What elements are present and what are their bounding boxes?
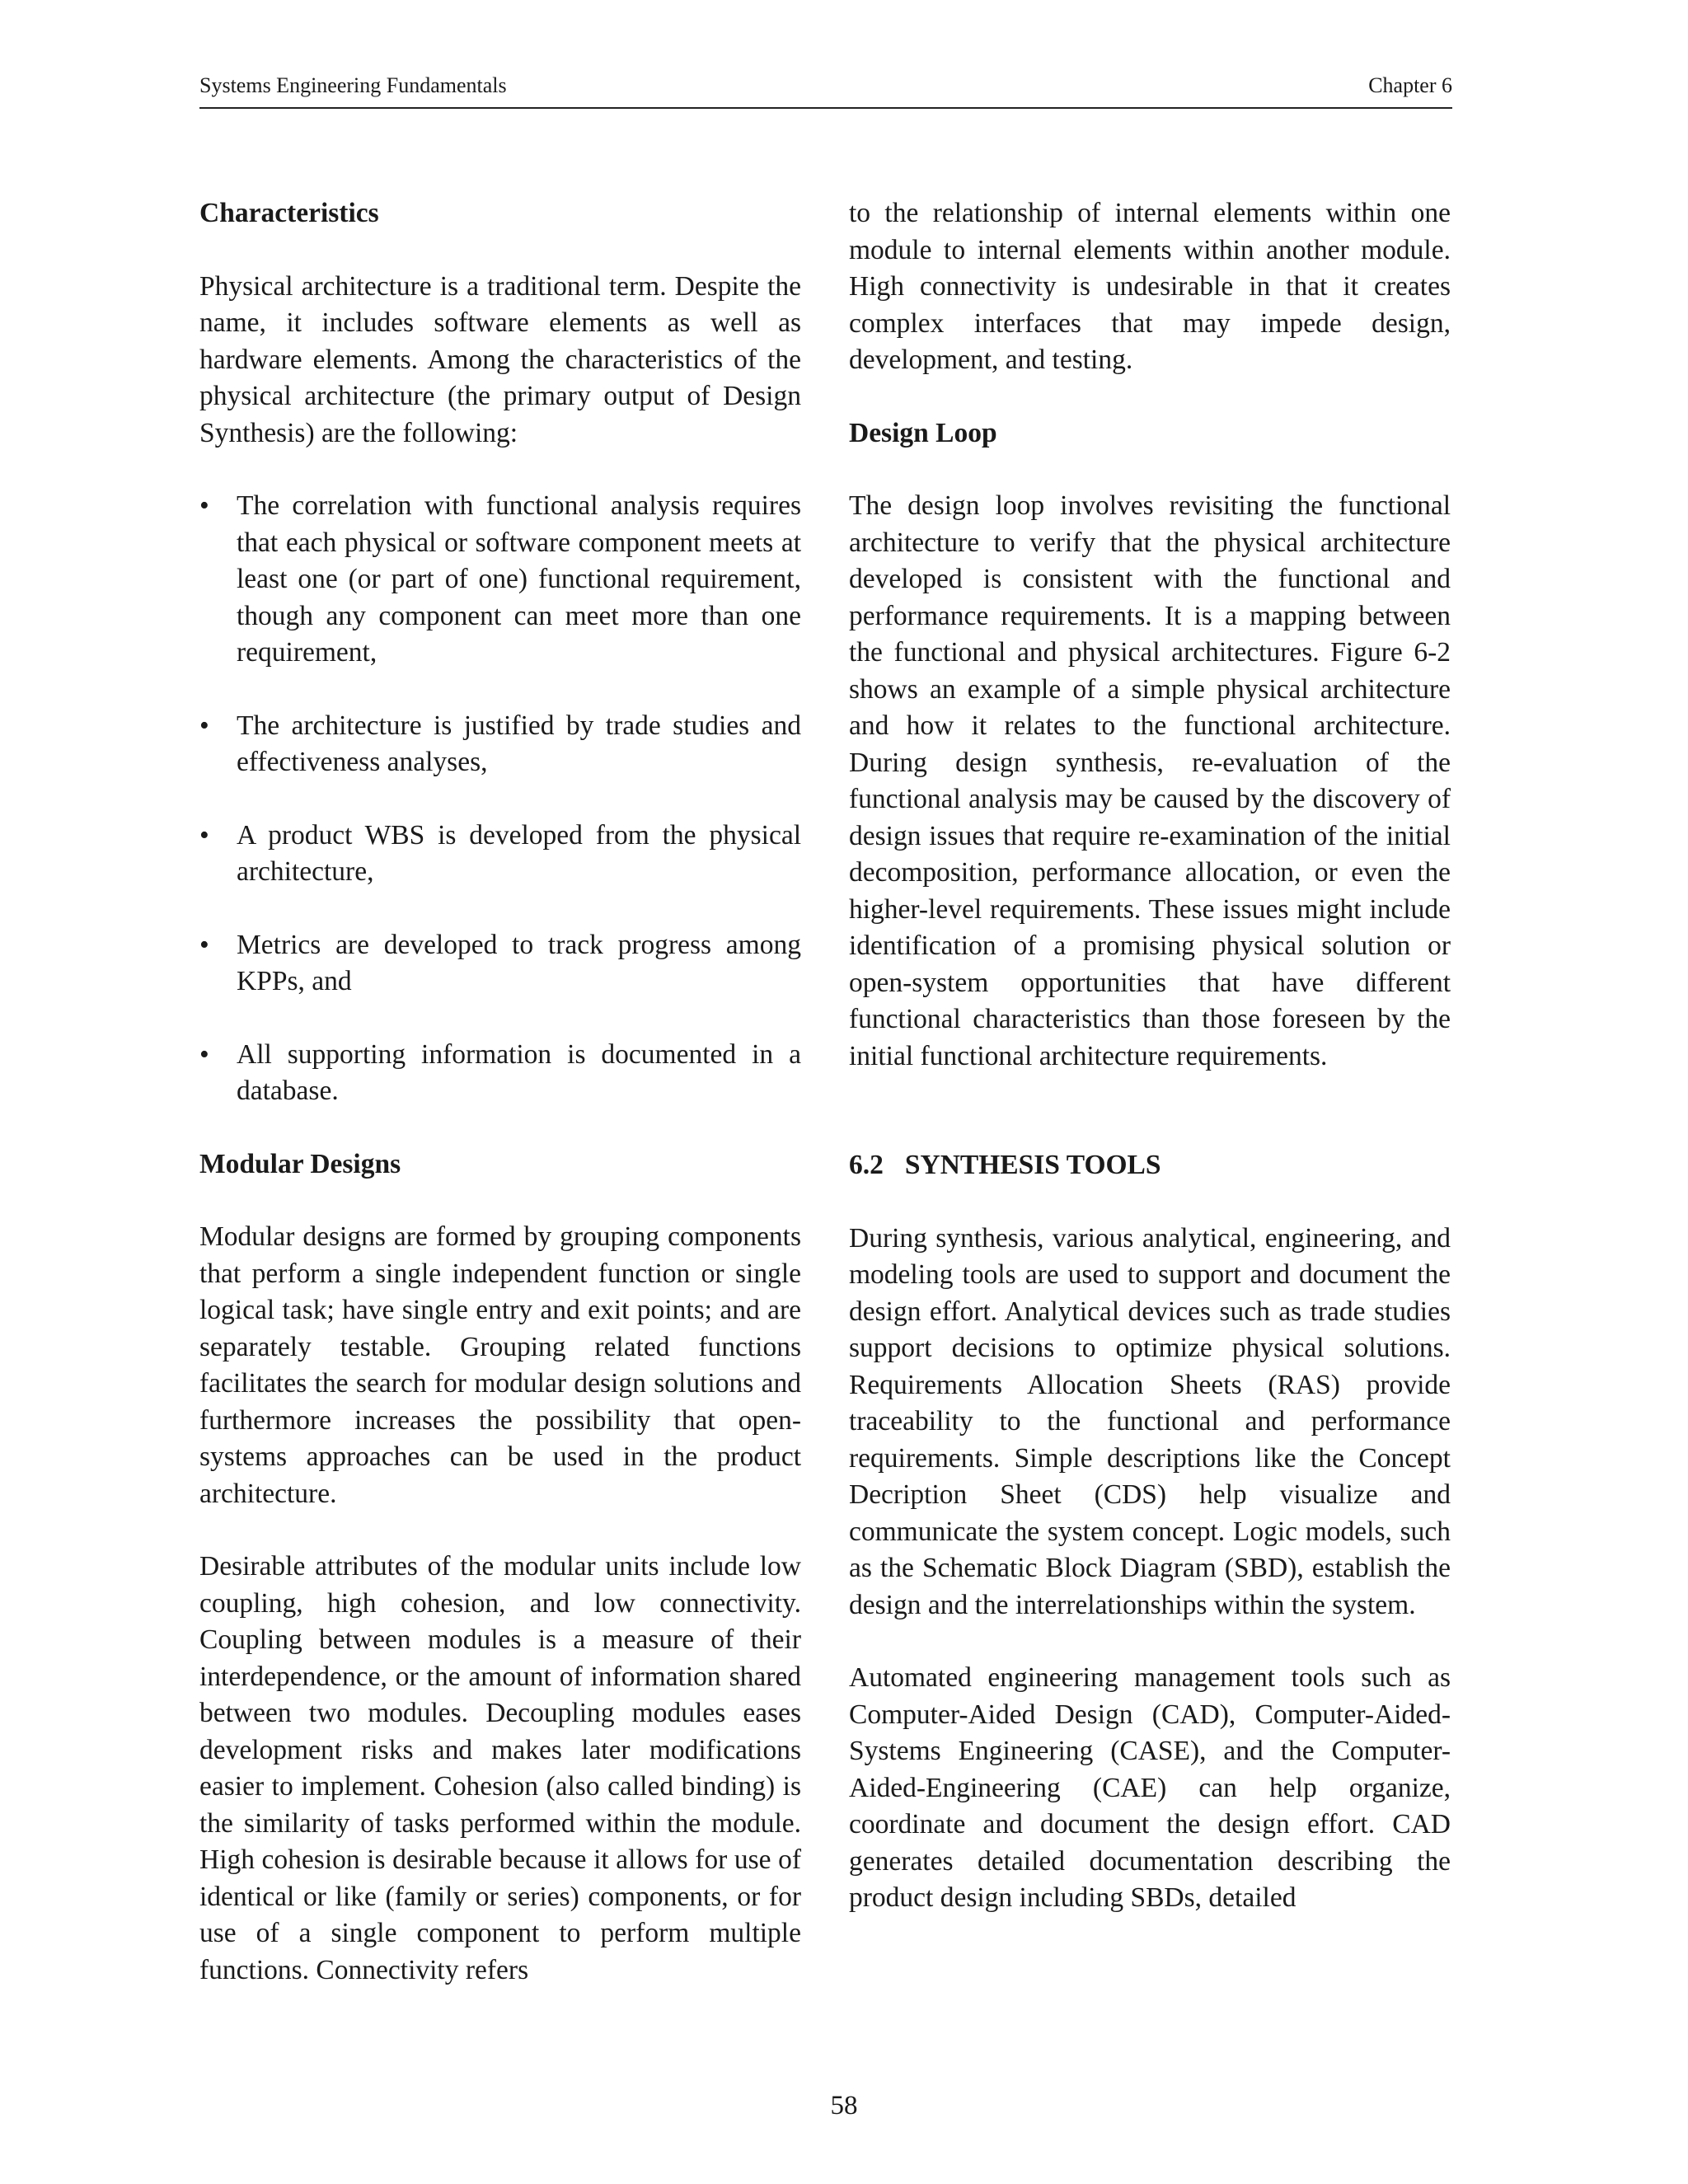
list-item [199, 488, 801, 672]
header-chapter: Chapter 6 [1368, 73, 1452, 97]
bullet-icon: • [199, 710, 209, 741]
characteristics-list [199, 488, 801, 1110]
bullet-icon: • [199, 929, 209, 960]
bullet-icon: • [199, 490, 209, 521]
modular-designs-heading: Modular Designs [199, 1148, 401, 1179]
bullet-text: The correlation with functional analysis requires that each physical or software component meets at least one (or part of one) functional requirement, though any component can meet more than one requirement, [237, 490, 801, 668]
list-item [199, 818, 801, 891]
modular-designs-paragraph-2: Desirable attributes of the modular units include low coupling, high cohesion, and low connectivity. Coupling between modules is a measure of their interdependence, or the amount of information shared between two modules. Decoupling modules eases development risks and makes later modifications easier to implement. Cohesion (also called binding) is the similarity of tasks performed within the module. High cohesion is desirable because it allows for use of identical or like (family or series) components, or for use of a single component to perform multiple functions. Connectivity refers [199, 1551, 801, 1985]
list-item [199, 708, 801, 781]
bullet-text: A product WBS is developed from the physical architecture, [237, 819, 801, 887]
section-title: SYNTHESIS TOOLS [904, 1150, 1161, 1180]
list-item [199, 1037, 801, 1110]
bullet-icon: • [199, 1038, 209, 1070]
design-loop-heading: Design Loop [849, 417, 997, 448]
bullet-text: The architecture is justified by trade studies and effectiveness analyses, [237, 710, 801, 777]
characteristics-heading: Characteristics [199, 198, 379, 228]
section-number: 6.2 [849, 1150, 884, 1180]
running-header [199, 71, 1452, 109]
characteristics-intro: Physical architecture is a traditional term. Despite the name, it includes software elements as well as hardware elements. Among the characteristics of the physical architecture (the primary output of Design Synthesis) are the following: [199, 270, 801, 448]
bullet-text: Metrics are developed to track progress among KPPs, and [237, 929, 801, 996]
bullet-icon: • [199, 819, 209, 851]
connectivity-continuation: to the relationship of internal elements within one module to internal elements within another module. High connectivity is undesirable in that it creates complex interfaces that may impede design, development, and testing. [849, 198, 1451, 375]
modular-designs-paragraph-1: Modular designs are formed by grouping components that perform a single independent function or single logical task; have single entry and exit points; and are separately testable. Grouping related functions facilitates the search for modular design solutions and furthermore increases the possibility that open-systems approaches can be used in the product architecture. [199, 1221, 801, 1509]
design-loop-paragraph: The design loop involves revisiting the functional architecture to verify that the physical architecture developed is consistent with the functional and performance requirements. It is a mapping between the functional and physical architectures. Figure 6-2 shows an example of a simple physical architecture and how it relates to the functional architecture. During design synthesis, re-evaluation of the functional analysis may be caused by the discovery of design issues that require re-examination of the initial decomposition, performance allocation, or even the higher-level requirements. These issues might include identification of a promising physical solution or open-system opportunities that have different functional characteristics than those foreseen by the initial functional architecture requirements. [849, 490, 1451, 1071]
right-column [849, 195, 1451, 1953]
list-item [199, 927, 801, 1001]
synthesis-tools-paragraph-1: During synthesis, various analytical, engineering, and modeling tools are used to support and document the design effort. Analytical devices such as trade studies support decisions to optimize physical solutions. Requirements Allocation Sheets (RAS) provide traceability to the functional and performance requirements. Simple descriptions like the Concept Decription Sheet (CDS) help visualize and communicate the system concept. Logic models, such as the Schematic Block Diagram (SBD), establish the design and the interrelationships within the system. [849, 1222, 1451, 1620]
page-number: 58 [830, 2091, 858, 2121]
left-column [199, 195, 801, 2025]
section-heading [849, 1147, 1451, 1184]
header-book-title: Systems Engineering Fundamentals [199, 73, 507, 97]
bullet-text: All supporting information is documented in a database. [237, 1038, 801, 1106]
synthesis-tools-paragraph-2: Automated engineering management tools such as Computer-Aided Design (CAD), Computer-Aided-Systems Engineering (CASE), and the Computer-Aided-Engineering (CAE) can help organize, coordinate and document the design effort. CAD generates detailed documentation describing the product design including SBDs, detailed [849, 1662, 1451, 1913]
